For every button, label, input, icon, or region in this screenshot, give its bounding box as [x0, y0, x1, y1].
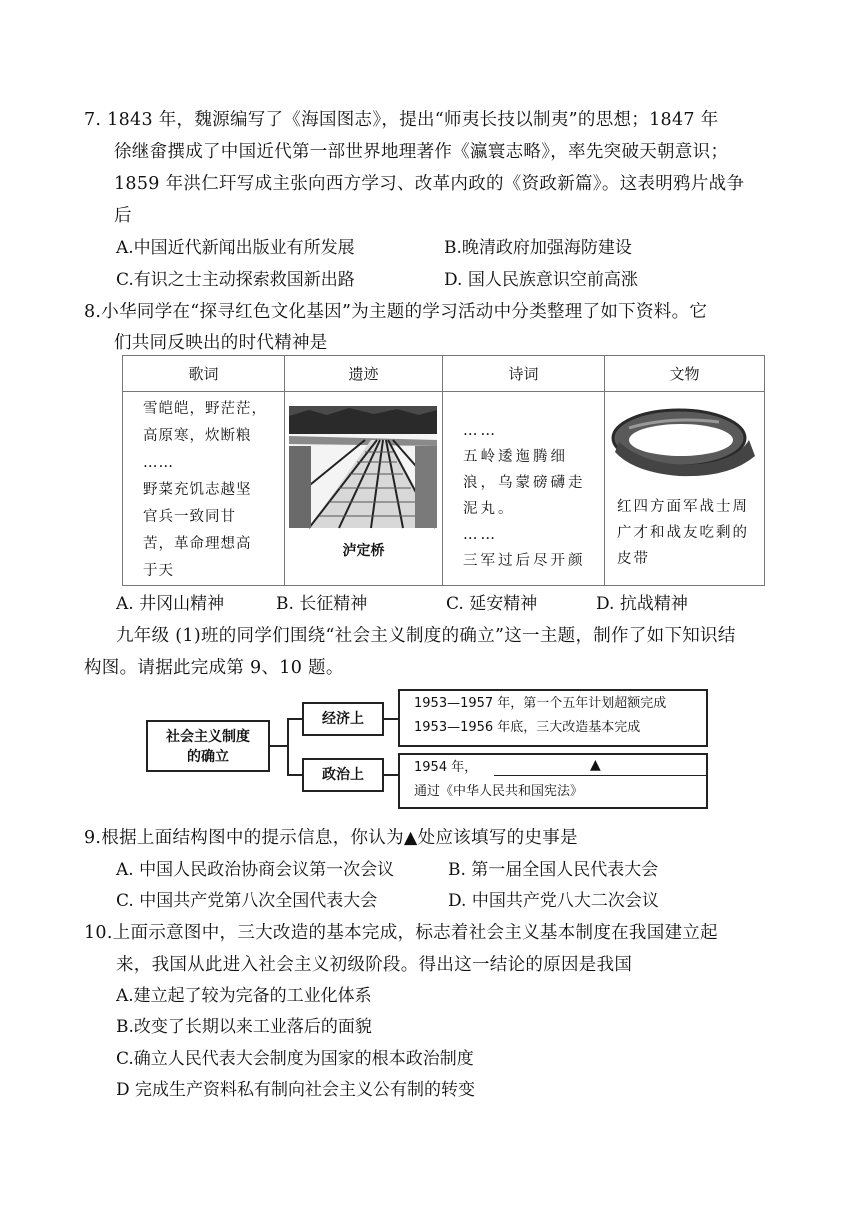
connector-root [270, 745, 288, 747]
economy-detail-box [398, 689, 708, 747]
q7-option-b: B.晚清政府加强海防建设 [444, 238, 632, 258]
diagram-root-box [146, 720, 270, 772]
poem-cell [443, 392, 605, 586]
poem-text: …… 五岭逶迤腾细 浪，乌蒙磅礴走 泥丸。 …… 三军过后尽开颜 [463, 423, 586, 569]
site-caption: 泸定桥 [342, 543, 385, 559]
politics-year-row [414, 755, 706, 781]
relic-cell [605, 392, 765, 586]
table-header-site: 遗迹 [285, 356, 443, 392]
intro-line-2: 构图。请据此完成第 9、10 题。 [84, 658, 344, 678]
lyrics-cell [123, 392, 285, 586]
table-header-lyrics: 歌词 [123, 356, 285, 392]
economy-item-2: 1953—1956 年底，三大改造基本完成 [414, 720, 641, 735]
q10-option-a: A.建立起了较为完备的工业化体系 [116, 986, 372, 1006]
q7-option-a: A.中国近代新闻出版业有所发展 [116, 238, 355, 258]
q10-option-d: D 完成生产资料私有制向社会主义公有制的转变 [116, 1080, 476, 1100]
leather-belt-photo [609, 398, 757, 494]
q8-option-c: C. 延安精神 [446, 594, 538, 614]
economy-box: 经济上 [302, 702, 384, 736]
q7-line-3: 1859 年洪仁玕写成主张向西方学习、改革内政的《资政新篇》。这表明鸦片战争 [114, 174, 745, 194]
site-cell [285, 392, 443, 586]
q9-stem: 9.根据上面结构图中的提示信息，你认为▲处应该填写的史事是 [84, 828, 578, 848]
q7-line-2: 徐继畲撰成了中国近代第一部世界地理著作《瀛寰志略》，率先突破天朝意识； [114, 142, 729, 162]
q9-option-b: B. 第一届全国人民代表大会 [448, 860, 659, 880]
connector-vertical [287, 718, 289, 775]
q8-line-2: 们共同反映出的时代精神是 [114, 333, 328, 353]
q9-option-c: C. 中国共产党第八次全国代表大会 [116, 891, 378, 911]
politics-year: 1954 年， [414, 760, 478, 775]
triangle-marker-icon: ▲ [590, 757, 601, 773]
politics-item: 通过《中华人民共和国宪法》 [414, 784, 584, 799]
connector-politics [287, 774, 303, 776]
q9-option-a: A. 中国人民政治协商会议第一次会议 [116, 860, 395, 880]
q8-option-a: A. 井冈山精神 [116, 594, 225, 614]
q8-option-b: B. 长征精神 [276, 594, 368, 614]
lyrics-text: 雪皑皑，野茫茫， 高原寒，炊断粮 …… 野菜充饥志越坚 官兵一致同甘 苦，革命理想高 于天 [143, 401, 267, 579]
q9-option-d: D. 中国共产党八大二次会议 [448, 891, 659, 911]
connector-economy [287, 718, 303, 720]
politics-detail-box [398, 753, 708, 809]
diagram-root-line-2: 的确立 [187, 749, 229, 765]
table-header-relic: 文物 [605, 356, 765, 392]
q10-option-b: B.改变了长期以来工业落后的面貌 [116, 1017, 372, 1037]
q8-line-1: 8.小华同学在“探寻红色文化基因”为主题的学习活动中分类整理了如下资料。它 [84, 302, 708, 322]
q10-option-c: C.确立人民代表大会制度为国家的根本政治制度 [116, 1049, 474, 1069]
diagram-root-line-1: 社会主义制度 [166, 729, 250, 745]
politics-box: 政治上 [302, 758, 384, 792]
intro-line-1: 九年级 (1)班的同学们围绕“社会主义制度的确立”这一主题，制作了如下知识结 [116, 626, 736, 646]
table-header-poem: 诗词 [443, 356, 605, 392]
materials-table [122, 355, 765, 586]
economy-item-1: 1953—1957 年，第一个五年计划超额完成 [414, 696, 667, 711]
q10-line-1: 10.上面示意图中，三大改造的基本完成，标志着社会主义基本制度在我国建立起 [84, 923, 718, 943]
q7-line-1: 7. 1843 年，魏源编写了《海国图志》，提出“师夷长技以制夷”的思想；1847 年 [84, 110, 719, 130]
q10-line-2: 来，我国从此进入社会主义初级阶段。得出这一结论的原因是我国 [116, 955, 633, 975]
relic-text: 红四方面军战士周 广才和战友吃剩的 皮带 [617, 499, 749, 567]
q8-option-d: D. 抗战精神 [596, 594, 688, 614]
q7-option-d: D. 国人民族意识空前高涨 [444, 270, 638, 290]
q7-option-c: C.有识之士主动探索救国新出路 [116, 270, 355, 290]
q7-line-4: 后 [114, 206, 132, 226]
